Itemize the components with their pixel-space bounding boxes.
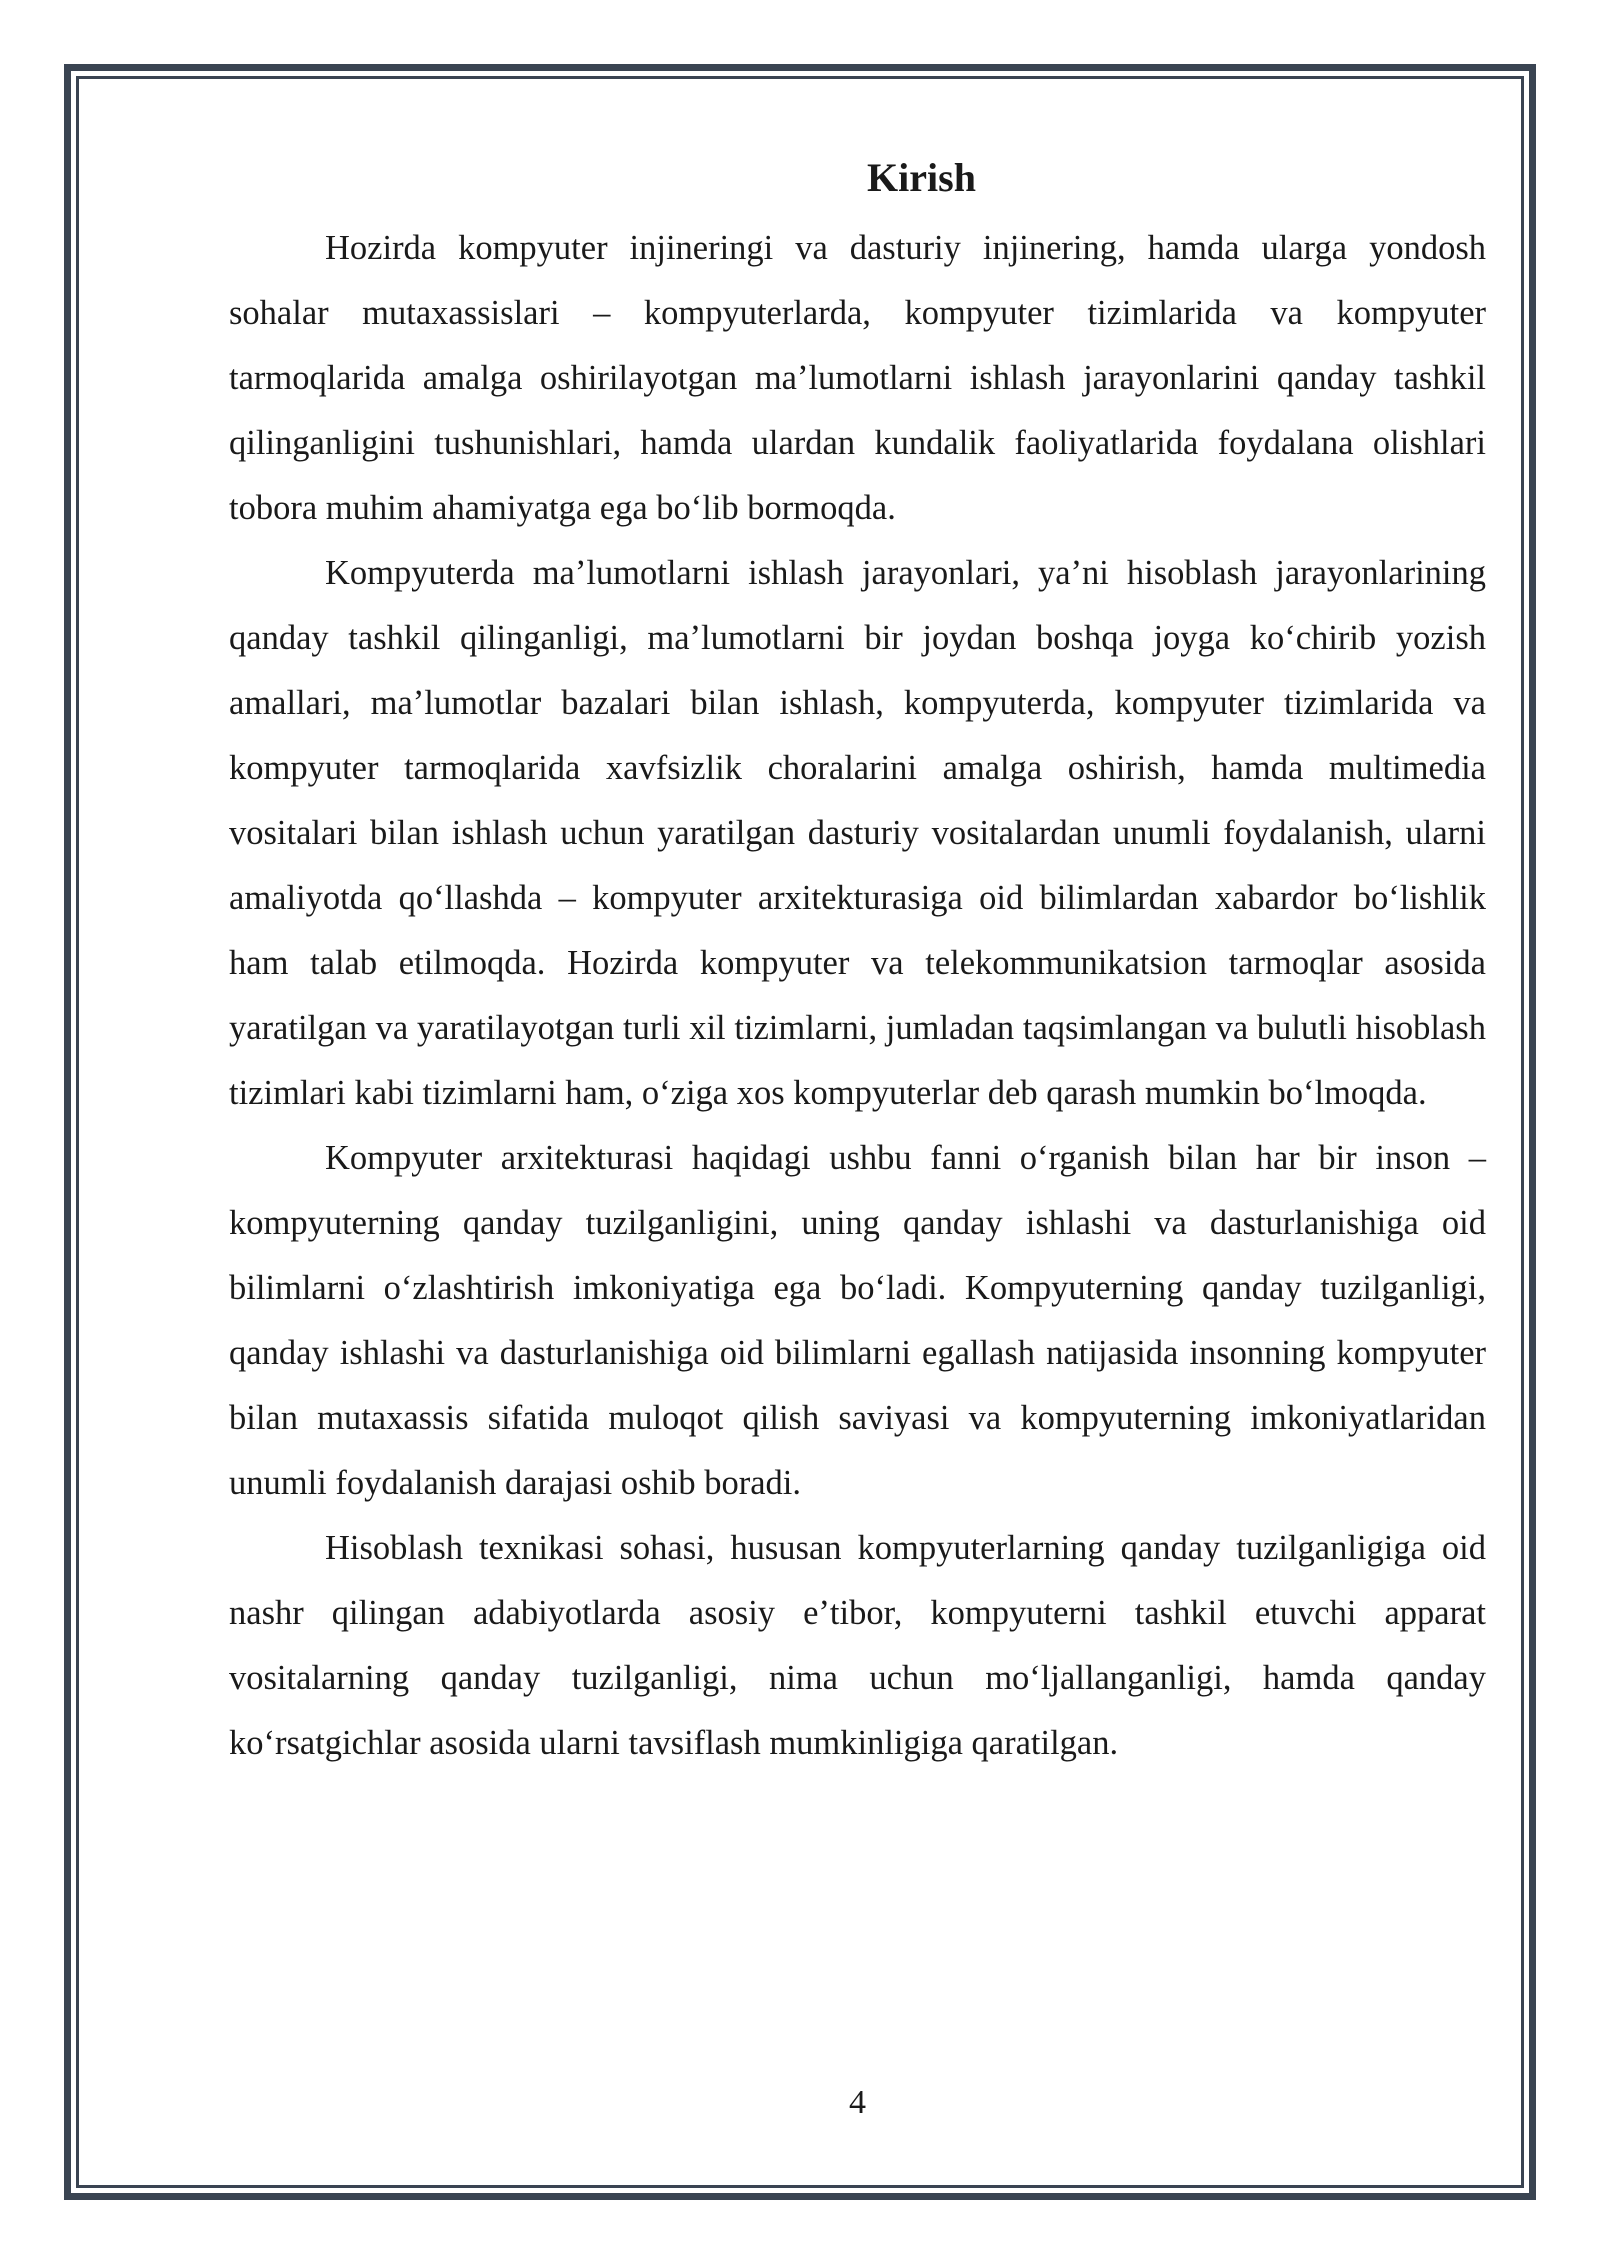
- paragraph-3: Kompyuter arxitekturasi haqidagi ushbu fanni oʻrganish bilan har bir inson – kompyuterning qanday tuzilganligini, uning qanday ishlashi va dasturlanishiga oid bilimlarni oʻzlashtirish imkoniyatiga ega boʻladi. Kompyuterning qanday tuzilganligi, qanday ishlashi va dasturlanishiga oid bilimlarni egallash natijasida insonning kompyuter bilan mutaxassis sifatida muloqot qilish saviyasi va kompyuterning imkoniyatlaridan unumli foydalanish darajasi oshib boradi.: [229, 1139, 1486, 1502]
- section-title: Kirish: [867, 155, 976, 200]
- paragraph-4: Hisoblash texnikasi sohasi, hususan kompyuterlarning qanday tuzilganligiga oid nashr qilingan adabiyotlarda asosiy eʼtibor, kompyuterni tashkil etuvchi apparat vositalarning qanday tuzilganligi, nima uchun moʻljallanganligi, hamda qanday koʻrsatgichlar asosida ularni tavsiflash mumkinligiga qaratilgan.: [229, 1529, 1486, 1762]
- page-number: 4: [849, 2084, 866, 2121]
- page-content: [229, 148, 1486, 1776]
- paragraph-2: Kompyuterda maʼlumotlarni ishlash jarayonlari, yaʼni hisoblash jarayonlarining qanday tashkil qilinganligi, maʼlumotlarni bir joydan boshqa joyga koʻchirib yozish amallari, maʼlumotlar bazalari bilan ishlash, kompyuterda, kompyuter tizimlarida va kompyuter tarmoqlarida xavfsizlik choralarini amalga oshirish, hamda multimedia vositalari bilan ishlash uchun yaratilgan dasturiy vositalardan unumli foydalanish, ularni amaliyotda qoʻllashda – kompyuter arxitekturasiga oid bilimlardan xabardor boʻlishlik ham talab etilmoqda. Hozirda kompyuter va telekommunikatsion tarmoqlar asosida yaratilgan va yaratilayotgan turli xil tizimlarni, jumladan taqsimlangan va bulutli hisoblash tizimlari kabi tizimlarni ham, oʻziga xos kompyuterlar deb qarash mumkin boʻlmoqda.: [229, 554, 1486, 1112]
- paragraph-1: Hozirda kompyuter injineringi va dasturiy injinering, hamda ularga yondosh sohalar mutaxassislari – kompyuterlarda, kompyuter tizimlarida va kompyuter tarmoqlarida amalga oshirilayotgan maʼlumotlarni ishlash jarayonlarini qanday tashkil qilinganligini tushunishlari, hamda ulardan kundalik faoliyatlarida foydalana olishlari tobora muhim ahamiyatga ega boʻlib bormoqda.: [229, 229, 1486, 527]
